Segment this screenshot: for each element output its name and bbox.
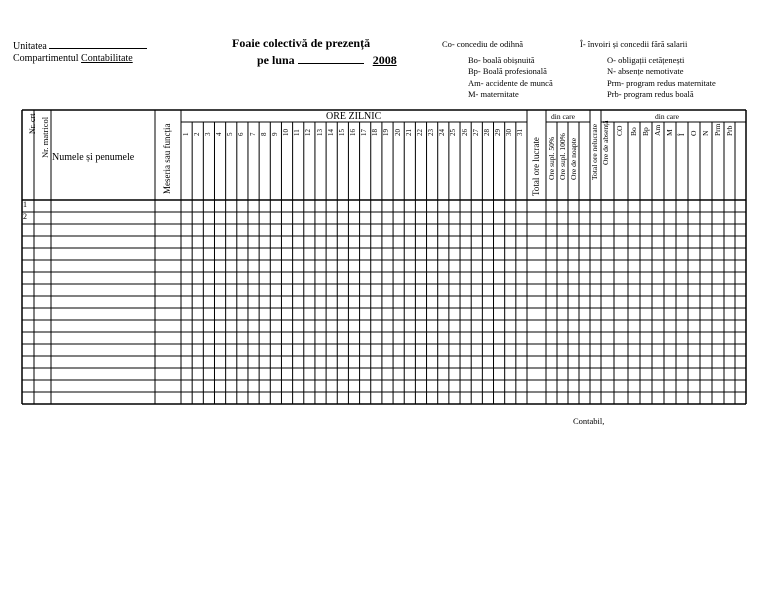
day-column-header: 12 <box>304 129 313 136</box>
day-column-header: 25 <box>449 129 458 136</box>
day-column-header: 11 <box>293 129 302 136</box>
day-column-header: 2 <box>192 132 201 136</box>
department-value: Contabilitate <box>81 53 133 64</box>
legend-item: Bp- Boală profesională <box>468 66 547 76</box>
day-column-header: 21 <box>404 129 413 136</box>
of-which-header-2: din care <box>655 112 679 121</box>
overtime-subcolumn-header: Ore de noapte <box>569 137 578 180</box>
legend-item: M- maternitate <box>468 89 519 99</box>
unit-label: Unitatea <box>13 41 47 52</box>
day-column-header: 6 <box>237 132 246 136</box>
day-column-header: 14 <box>326 129 335 136</box>
overtime-subcolumn-header: Ore supl. 100% <box>558 133 567 180</box>
day-column-header: 26 <box>460 129 469 136</box>
of-which-header-1: din care <box>551 112 575 121</box>
absence-type-subcolumn-header: O <box>689 130 698 136</box>
absence-type-subcolumn-header: Bo <box>629 127 638 136</box>
col-absence-hours-header: Ore de absență <box>601 120 610 165</box>
day-column-header: 1 <box>181 132 190 136</box>
day-column-header: 13 <box>315 129 324 136</box>
page-title: Foaie colectivă de prezență <box>232 36 371 50</box>
day-column-header: 15 <box>337 129 346 136</box>
overtime-subcolumn-header: Ore supl. 50% <box>547 136 556 180</box>
legend-item: Prm- program redus maternitate <box>607 78 716 88</box>
day-column-header: 28 <box>482 129 491 136</box>
day-column-header: 29 <box>494 129 503 136</box>
legend-item: Am- accidente de muncă <box>468 78 553 88</box>
day-column-header: 20 <box>393 129 402 136</box>
legend-item: O- obligații cetățenești <box>607 55 685 65</box>
day-column-header: 17 <box>360 129 369 136</box>
col-nr-matricol-header: Nr. matricol <box>40 116 50 158</box>
legend-item: Bo- boală obișnuită <box>468 55 535 65</box>
legend-item: Co- concediu de odihnă <box>442 39 523 49</box>
day-column-header: 4 <box>215 132 224 136</box>
row-number: 2 <box>23 212 27 221</box>
day-column-header: 8 <box>259 132 268 136</box>
day-column-header: 3 <box>203 132 212 136</box>
col-name-header: Numele și penumele <box>52 152 135 163</box>
day-column-header: 9 <box>270 132 279 136</box>
legend-item: N- absențe nemotivate <box>607 66 684 76</box>
legend-item: Prb- program redus boală <box>607 89 694 99</box>
day-column-header: 22 <box>415 129 424 136</box>
department-label: Compartimentul <box>13 53 79 64</box>
absence-type-subcolumn-header: CO <box>615 125 624 136</box>
col-total-unworked-header: Total ore nelucrate <box>590 123 599 180</box>
day-column-header: 30 <box>505 129 514 136</box>
day-column-header: 10 <box>282 129 291 136</box>
day-column-header: 19 <box>382 129 391 136</box>
absence-type-subcolumn-header: Prm <box>713 123 722 136</box>
day-column-header: 24 <box>438 129 447 136</box>
col-total-hours-header: Total ore lucrate <box>531 137 541 196</box>
col-nr-crt-header: Nr. crt <box>28 113 37 134</box>
absence-type-subcolumn-header: Bp <box>641 127 650 136</box>
month-label: pe luna <box>257 53 295 67</box>
day-column-header: 16 <box>349 129 357 136</box>
legend-item: Î- învoiri și concedii fără salarii <box>580 39 688 49</box>
day-column-header: 5 <box>226 132 235 136</box>
row-number: 1 <box>23 200 27 209</box>
col-role-header: Meseria sau funcția <box>162 123 172 194</box>
accountant-signature-label: Contabil, <box>573 416 605 426</box>
absence-type-subcolumn-header: M <box>665 129 674 136</box>
absence-type-subcolumn-header: N <box>701 130 710 136</box>
day-column-header: 7 <box>248 132 257 136</box>
day-column-header: 31 <box>516 129 525 136</box>
daily-hours-header: ORE ZILNIC <box>326 111 382 122</box>
absence-type-subcolumn-header: Am <box>653 124 662 136</box>
absence-type-subcolumn-header: Prb <box>725 125 734 136</box>
day-column-header: 27 <box>471 129 480 136</box>
absence-type-subcolumn-header: Î <box>677 133 686 136</box>
day-column-header: 18 <box>371 129 380 136</box>
year-value: 2008 <box>372 53 397 67</box>
day-column-header: 23 <box>427 129 436 136</box>
